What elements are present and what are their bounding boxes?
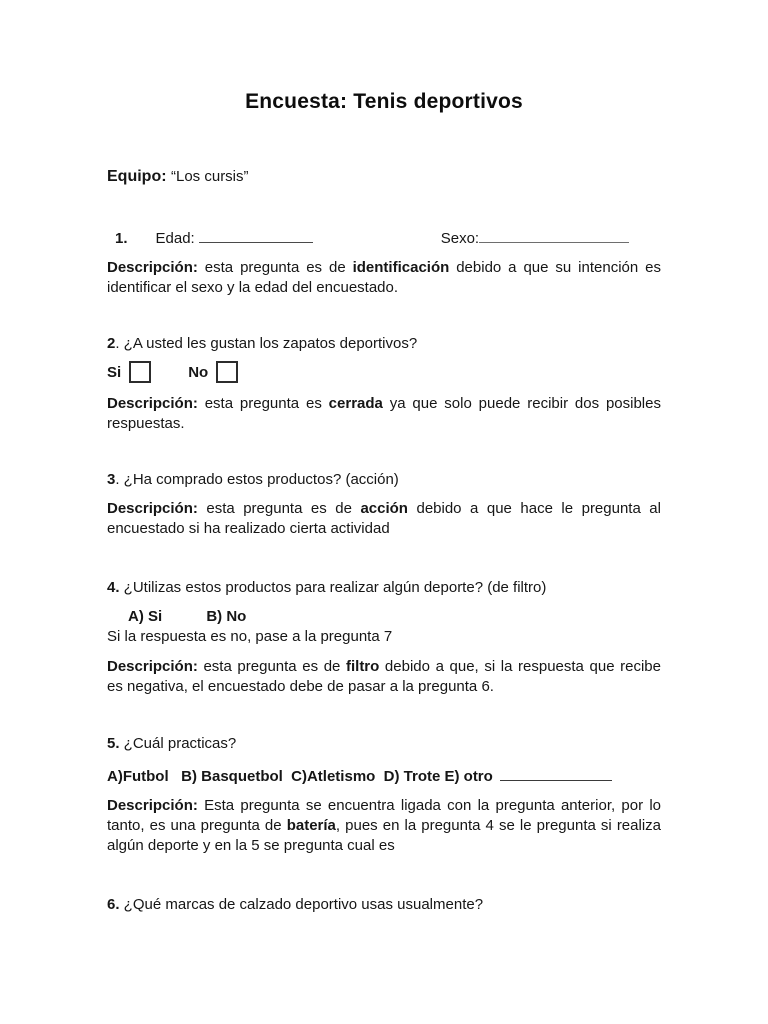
other-blank-field[interactable] bbox=[500, 766, 612, 781]
question-5-options bbox=[107, 766, 661, 787]
question-3-text: 3. ¿Ha comprado estos productos? (acción) bbox=[107, 471, 399, 488]
question-1-number: 1. bbox=[115, 230, 128, 247]
question-5-options-text: A)Futbol B) Basquetbol C)Atletismo D) Trote E) otro bbox=[107, 768, 493, 785]
option-yes-label: Si bbox=[107, 363, 122, 381]
age-label: Edad: bbox=[155, 230, 195, 247]
option-a-label: A) Si bbox=[128, 608, 163, 625]
team-line bbox=[107, 167, 661, 186]
question-1-row bbox=[107, 228, 661, 249]
question-2-text: 2. ¿A usted les gustan los zapatos deportivos? bbox=[107, 335, 418, 352]
question-5-description: Descripción: Esta pregunta se encuentra ligada con la pregunta anterior, por lo tanto, es una pregunta de batería, pues en la pregunta 4 se le pregunta si realiza algún deporte y en la 5 se pregunta cual es bbox=[107, 797, 662, 854]
question-5-text: 5. ¿Cuál practicas? bbox=[107, 735, 237, 752]
question-2-options bbox=[107, 361, 661, 383]
question-4-options bbox=[107, 607, 661, 627]
sex-label: Sexo: bbox=[440, 230, 480, 247]
option-no-label: No bbox=[188, 363, 209, 381]
option-b-label: B) No bbox=[206, 608, 247, 625]
document-title: Encuesta: Tenis deportivos bbox=[245, 90, 523, 113]
team-name: “Los cursis” bbox=[171, 168, 249, 185]
option-yes-checkbox[interactable] bbox=[129, 361, 151, 383]
question-4-text: 4. ¿Utilizas estos productos para realizar algún deporte? (de filtro) bbox=[107, 579, 547, 596]
question-4-description: Descripción: esta pregunta es de filtro debido a que, si la respuesta que recibe es negativa, el encuestado debe de pasar a la pregunta 6. bbox=[107, 658, 661, 695]
question-2-description: Descripción: esta pregunta es cerrada ya que solo puede recibir dos posibles respuestas. bbox=[107, 395, 661, 432]
team-label: Equipo: bbox=[107, 168, 167, 185]
age-blank-field[interactable] bbox=[199, 228, 313, 243]
question-1-description: Descripción: esta pregunta es de identificación debido a que su intención es identificar el sexo y la edad del encuestado. bbox=[107, 259, 661, 296]
question-4-skip-note: Si la respuesta es no, pase a la pregunta 7 bbox=[107, 628, 393, 645]
question-3-description: Descripción: esta pregunta es de acción debido a que hace le pregunta al encuestado si ha realizado cierta actividad bbox=[107, 500, 661, 537]
question-6-text: 6. ¿Qué marcas de calzado deportivo usas usualmente? bbox=[107, 896, 484, 913]
sex-blank-field[interactable] bbox=[479, 228, 629, 243]
option-no-checkbox[interactable] bbox=[216, 361, 238, 383]
